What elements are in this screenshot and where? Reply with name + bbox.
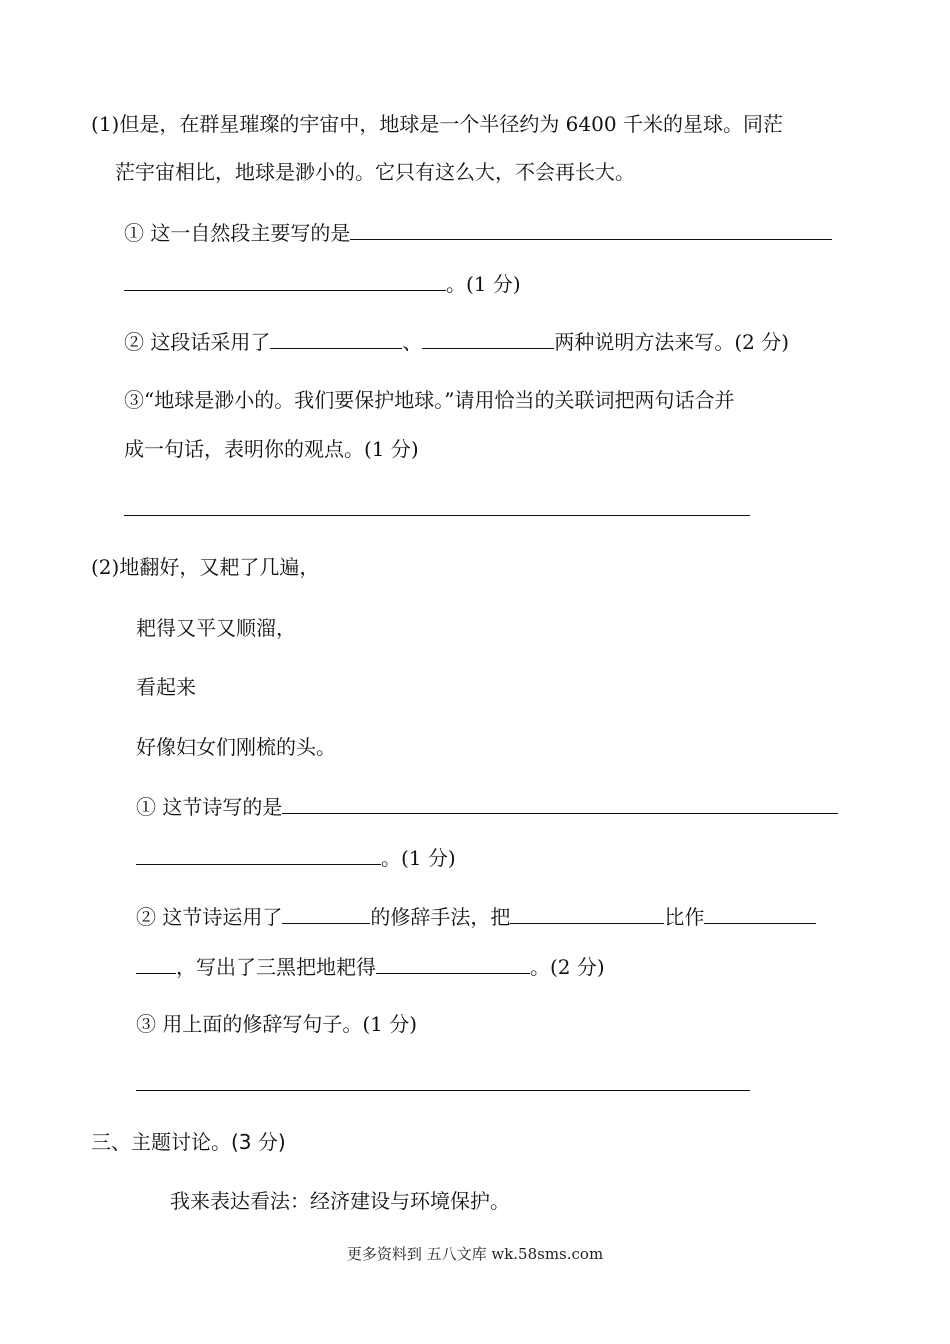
section-3-prompt: 我来表达看法：经济建设与环境保护。: [170, 1189, 510, 1213]
q1-passage-line-1: (1)但是，在群星璀璨的宇宙中，地球是一个半径约为 6400 千米的星球。同茫: [91, 112, 783, 136]
q2-item-1-prompt: ① 这节诗写的是: [136, 795, 283, 819]
q1-item-1-prompt: ① 这一自然段主要写的是: [124, 221, 351, 245]
q1-item-1-cont: [124, 268, 521, 298]
q2-item-2-cont: [136, 951, 605, 981]
q1-item-2-prompt: ② 这段话采用了: [124, 330, 271, 354]
q2-item-1-answer-blank[interactable]: [282, 791, 838, 814]
q2-item-3-answer-line[interactable]: [136, 1090, 750, 1091]
q1-item-3-line-2: 成一句话，表明你的观点。(1 分): [124, 437, 419, 461]
q2-item-2-text-2: 比作: [664, 905, 705, 929]
q1-item-1: [124, 217, 832, 247]
q2-item-1-answer-blank-2[interactable]: [136, 842, 381, 865]
page-footer: 更多资料到 五八文库 wk.58sms.com: [346, 1245, 604, 1263]
section-3-heading: 三、主题讨论。(3 分): [91, 1130, 286, 1154]
q2-item-2-score: 。(2 分): [530, 955, 605, 979]
q2-item-1-score: 。(1 分): [381, 846, 456, 870]
q1-item-1-answer-blank[interactable]: [350, 217, 832, 240]
q2-item-2: [136, 901, 816, 931]
q1-item-3-line-1: ③“地球是渺小的。我们要保护地球。”请用恰当的关联词把两句话合并: [124, 388, 735, 412]
q2-item-2-blank-subject[interactable]: [510, 901, 664, 924]
q2-item-2-blank-result[interactable]: [376, 951, 530, 974]
q2-item-2-blank-object-cont[interactable]: [136, 951, 176, 974]
q1-item-2: [124, 326, 789, 356]
q1-item-2-blank-1[interactable]: [270, 326, 402, 349]
q2-item-1-cont: [136, 842, 456, 872]
q1-item-2-separator: 、: [402, 330, 423, 354]
q2-item-2-text-3: ，写出了三黑把地耙得: [176, 955, 376, 979]
q2-poem-line-2: 耙得又平又顺溜，: [136, 616, 296, 640]
q1-item-2-suffix: 两种说明方法来写。(2 分): [554, 330, 790, 354]
q1-item-2-blank-2[interactable]: [422, 326, 554, 349]
q2-item-3: ③ 用上面的修辞写句子。(1 分): [136, 1012, 418, 1036]
q2-poem-line-3: 看起来: [136, 675, 196, 699]
q2-item-2-blank-rhetoric[interactable]: [282, 901, 370, 924]
q1-item-1-answer-blank-2[interactable]: [124, 268, 446, 291]
q2-poem-line-4: 好像妇女们刚梳的头。: [136, 735, 336, 759]
q1-passage-line-2: 茫宇宙相比，地球是渺小的。它只有这么大，不会再长大。: [115, 160, 635, 184]
q2-item-2-text-1: 的修辞手法，把: [370, 905, 511, 929]
q2-poem-line-1: (2)地翻好，又耙了几遍，: [91, 555, 320, 579]
q1-item-1-score: 。(1 分): [446, 272, 521, 296]
q2-item-1: [136, 791, 838, 821]
q2-item-2-prompt: ② 这节诗运用了: [136, 905, 283, 929]
q2-item-2-blank-object[interactable]: [704, 901, 816, 924]
q1-item-3-answer-line[interactable]: [124, 515, 750, 516]
